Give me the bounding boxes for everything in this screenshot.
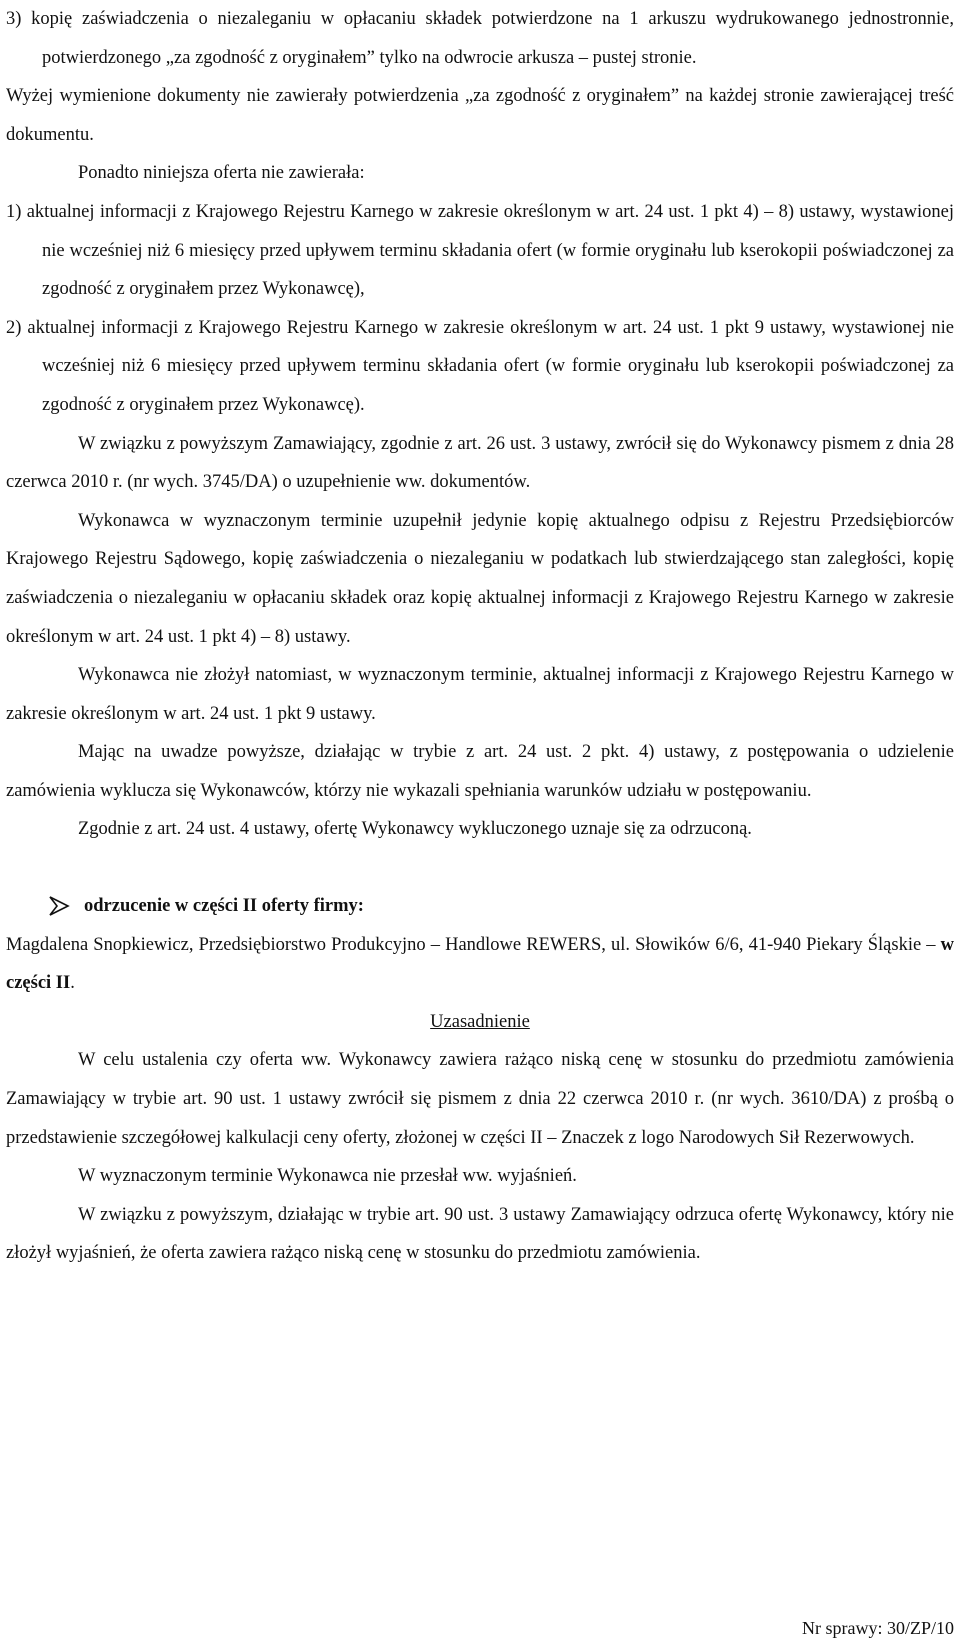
section-heading: odrzucenie w części II oferty firmy: (84, 896, 364, 917)
paragraph-rejection: Zgodnie z art. 24 ust. 4 ustawy, ofertę Wykonawcy wykluczonego uznaje się za odrzuconą. (78, 819, 752, 840)
paragraph-contractor-failed: Wykonawca nie złożył natomiast, w wyznaczonym terminie, aktualnej informacji z Krajowego Rejestru Karnego w zakresie określonym w art. 24 ust. 1 pkt 9 ustawy. (6, 665, 954, 724)
firm-end: . (70, 973, 75, 994)
document-body (6, 0, 954, 1273)
paragraph-offer-lacked: Ponadto niniejsza oferta nie zawierała: (78, 163, 365, 184)
justification-heading: Uzasadnienie (430, 1011, 530, 1032)
paragraph-request-supplement: W związku z powyższym Zamawiający, zgodnie z art. 26 ust. 3 ustawy, zwrócił się do Wykonawcy pismem z dnia 28 czerwca 2010 r. (nr wych. 3745/DA) o uzupełnienie ww. dokumentów. (6, 433, 954, 493)
paragraph-no-explanation: W wyznaczonym terminie Wykonawca nie przesłał ww. wyjaśnień. (78, 1166, 577, 1187)
list-item-2: 2) aktualnej informacji z Krajowego Rejestru Karnego w zakresie określonym w art. 24 ust. 1 pkt 9 ustawy, wystawionej nie wcześniej niż 6 miesięcy przed upływem terminu składania ofert (w formie oryginału lub kserokopii poświadczonej za zgodność z oryginałem przez Wykonawcę). (6, 317, 954, 415)
section-spacer (6, 849, 954, 887)
firm-text: Magdalena Snopkiewicz, Przedsiębiorstwo Produkcyjno – Handlowe REWERS, ul. Słowików 6/6, 41-940 Piekary Śląskie – (6, 934, 941, 955)
firm-details (6, 926, 954, 1003)
case-number: Nr sprawy: 30/ZP/10 (802, 1618, 954, 1638)
list-item-1: 1) aktualnej informacji z Krajowego Rejestru Karnego w zakresie określonym w art. 24 ust. 1 pkt 4) – 8) ustawy, wystawionej nie wcześniej niż 6 miesięcy przed upływem terminu składania ofert (w formie oryginału lub kserokopii poświadczonej za zgodność z oryginałem przez Wykonawcę), (6, 201, 954, 300)
paragraph-exclusion: Mając na uwadze powyższe, działając w trybie z art. 24 ust. 2 pkt. 4) ustawy, z postępowania o udzielenie zamówienia wyklucza się Wykonawców, którzy nie wykazali spełniania warunków udziału w postępowaniu. (6, 742, 954, 801)
list-item-3: 3) kopię zaświadczenia o niezaleganiu w opłacaniu składek potwierdzone na 1 arkuszu wydrukowanego jednostronnie, potwierdzonego „za zgodność z oryginałem” tylko na odwrocie arkusza – pustej stronie. (6, 9, 954, 68)
paragraph-offer-rejected: W związku z powyższym, działając w trybie art. 90 ust. 3 ustawy Zamawiający odrzuca ofertę Wykonawcy, który nie złożył wyjaśnień, że oferta zawiera rażąco niską cenę w stosunku do przedmiotu zamówienia. (6, 1204, 954, 1264)
paragraph-price-inquiry: W celu ustalenia czy oferta ww. Wykonawcy zawiera rażąco niską cenę w stosunku do przedmiotu zamówienia Zamawiający w trybie art. 90 ust. 1 ustawy zwrócił się pismem z dnia 22 czerwca 2010 r. (nr wych. 3610/DA) z prośbą o przedstawienie szczegółowej kalkulacji ceny oferty, złożonej w części II – Znaczek z logo Narodowych Sił Rezerwowych. (6, 1050, 954, 1148)
arrowhead-bullet-icon (48, 896, 84, 916)
paragraph-no-certification: Wyżej wymienione dokumenty nie zawierały potwierdzenia „za zgodność z oryginałem” na każdej stronie zawierającej treść dokumentu. (6, 86, 954, 145)
section-heading-row (6, 887, 954, 926)
paragraph-contractor-supplemented: Wykonawca w wyznaczonym terminie uzupełnił jedynie kopię aktualnego odpisu z Rejestru Przedsiębiorców Krajowego Rejestru Sądowego, kopię zaświadczenia o niezaleganiu w podatkach lub stwierdzającego stan zaległości, kopię zaświadczenia o niezaleganiu w opłacaniu składek oraz kopię aktualnej informacji z Krajowego Rejestru Karnego w zakresie określonym w art. 24 ust. 1 pkt 4) – 8) ustawy. (6, 510, 954, 647)
firm-part: w części II (6, 934, 954, 994)
